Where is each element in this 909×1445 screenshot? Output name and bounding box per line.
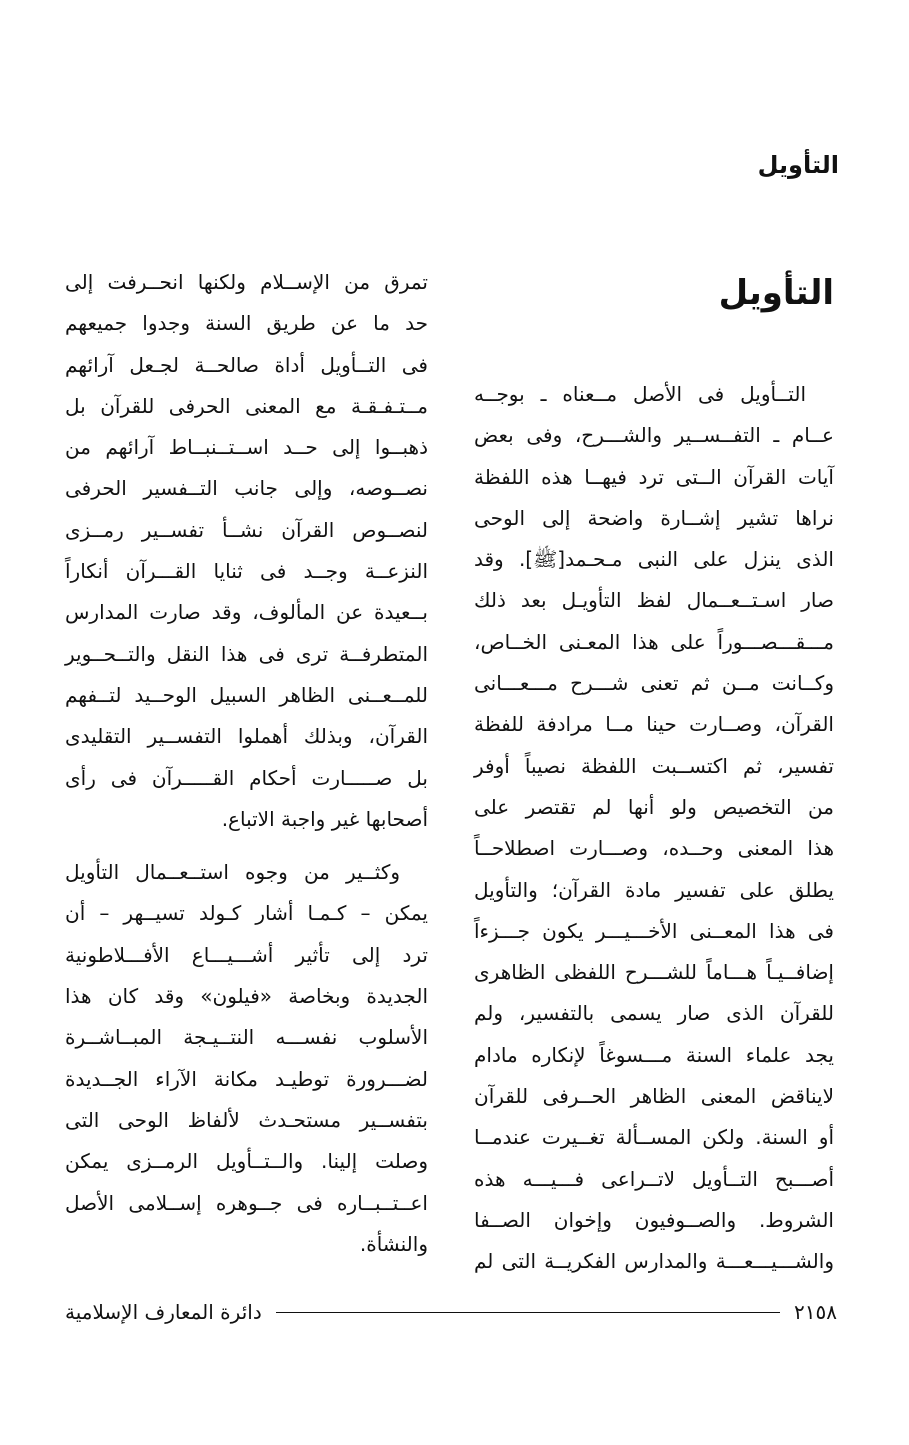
text-line: الأسلوب نفســـه النتــيـجة المبــاشــرة xyxy=(65,1025,428,1050)
publication-title: دائرة المعارف الإسلامية xyxy=(65,1300,262,1324)
text-line: والنشأة. xyxy=(359,1231,428,1256)
text-line: الجديدة وبخاصة «فيلون» وقد كان هذا xyxy=(65,984,428,1009)
text-line: لنصــوص القرآن نشــأ تفســير رمــزى xyxy=(65,517,428,542)
text-line: المتطرفــة ترى فى هذا النقل والتــحــوير xyxy=(65,641,428,666)
text-line: مـــقـــصـــوراً على هذا المعـنى الخــاص، xyxy=(474,629,834,654)
text-line: عــام ـ التفــســير والشـــرح، وفى بعض xyxy=(474,423,834,448)
left-column xyxy=(65,262,428,1265)
paragraph-gap xyxy=(65,840,428,852)
footer-rule xyxy=(276,1312,780,1313)
text-line: وصلت إلينا. والــتــأويل الرمــزى يمكن xyxy=(65,1149,428,1174)
text-line: والشـــيـــعـــة والمدارس الفكريــة التى لم xyxy=(474,1249,834,1274)
right-column-text xyxy=(474,374,834,1283)
text-line: من التخصيص ولو أنها لم تقتصر على xyxy=(474,794,834,819)
text-line: آيات القرآن الــتى ترد فيهــا هذه اللفظة xyxy=(474,464,834,489)
text-line: فى التــأويل أداة صالحــة لجـعل آرائهم xyxy=(65,352,428,377)
running-head: التأويل xyxy=(757,151,839,179)
text-line: لضـــرورة توطيـد مكانة الآراء الجــديدة xyxy=(65,1066,428,1091)
text-line: نراها تشير إشــارة واضحة إلى الوحى xyxy=(474,505,834,530)
text-line: أصحابها غير واجبة الاتباع. xyxy=(221,806,428,831)
text-line: تفسير، ثم اكتســبت اللفظة نصيباً أوفر xyxy=(474,753,834,778)
text-line: ذهبــوا إلى حــد اســتــنبــاط آرائهم من xyxy=(65,435,428,460)
text-line: القرآن، وصــارت حينا مــا مرادفة للفظة xyxy=(474,712,834,737)
text-line: للقرآن الذى صار يسمى بالتفسير، ولم xyxy=(474,1001,834,1026)
text-line: وكثــير من وجوه استــعــمال التأويل xyxy=(65,860,400,885)
text-line: يطلق على تفسير مادة القرآن؛ والتأويل xyxy=(474,877,834,902)
text-line: إضافــيـاً هـــاماً للشـــرح اللفظى الظاهرى xyxy=(474,960,834,985)
text-line: بل صـــــارت أحكام القـــــرآن فى رأى xyxy=(65,765,428,790)
right-column xyxy=(474,262,834,1283)
text-line: وكــانت مــن ثم تعنى شـــرح مـــعـــانى xyxy=(474,671,834,696)
article-title: التأويل xyxy=(718,273,834,313)
text-line: نصــوصه، وإلى جانب التــفسير الحرفى xyxy=(65,476,428,501)
text-line: صار اسـتــعــمال لفظ التأويـل بعد ذلك xyxy=(474,588,834,613)
text-line: حد ما عن طريق السنة وجدوا جميعهم xyxy=(65,311,428,336)
left-column-paragraph-1 xyxy=(65,262,428,840)
text-line: يمكن – كـمـا أشار كـولد تسيــهر – أن xyxy=(65,901,428,926)
text-line: تمرق من الإســلام ولكنها انحــرفت إلى xyxy=(65,270,428,294)
text-line: هذا المعنى وحــده، وصـــارت اصطلاحــاً xyxy=(474,836,834,861)
text-line: فى هذا المعــنى الأخـــيـــر يكون جـــزءاً xyxy=(474,918,834,943)
text-line: للمــعــنى الظاهر السبيل الوحــيد لتــفهم xyxy=(65,682,428,707)
text-line: لايناقض المعنى الظاهر الحــرفى للقرآن xyxy=(474,1084,834,1109)
page-footer xyxy=(65,1297,837,1327)
text-line: يجد علماء السنة مـــسوغاً لإنكاره مادام xyxy=(474,1042,834,1067)
text-line: ترد إلى تأثير أشـــيـــاع الأفـــلاطونية xyxy=(65,942,428,967)
text-line: بــعيدة عن المألوف، وقد صارت المدارس xyxy=(65,600,428,625)
text-line: الشروط. والصــوفيون وإخوان الصــفا xyxy=(474,1207,834,1232)
text-line: مــتـفـقـة مع المعنى الحرفى للقرآن بل xyxy=(65,393,428,418)
text-line: النزعــة وجــد فى ثنايا القـــرآن أنكاراً xyxy=(65,559,428,584)
text-line: اعــتــبــاره فى جــوهره إســلامى الأصل xyxy=(65,1190,428,1215)
text-line: بتفســير مستحـدث لألفاظ الوحى التى xyxy=(65,1107,428,1132)
left-column-paragraph-2 xyxy=(65,852,428,1265)
text-line: التــأويل فى الأصل مــعناه ـ بوجــه xyxy=(474,382,806,406)
text-line: الذى ينزل على النبى مـحـمد[ﷺ]. وقد xyxy=(474,547,834,572)
page-number: ٢١٥٨ xyxy=(794,1300,837,1324)
text-line: أو السنة. ولكن المســألة تغــيرت عندمــا xyxy=(474,1125,834,1150)
text-line: القرآن، وبذلك أهملوا التفســير التقليدى xyxy=(65,724,428,749)
text-line: أصـــبح التــأويل لاتــراعى فـــيـــه هذه xyxy=(474,1166,834,1191)
